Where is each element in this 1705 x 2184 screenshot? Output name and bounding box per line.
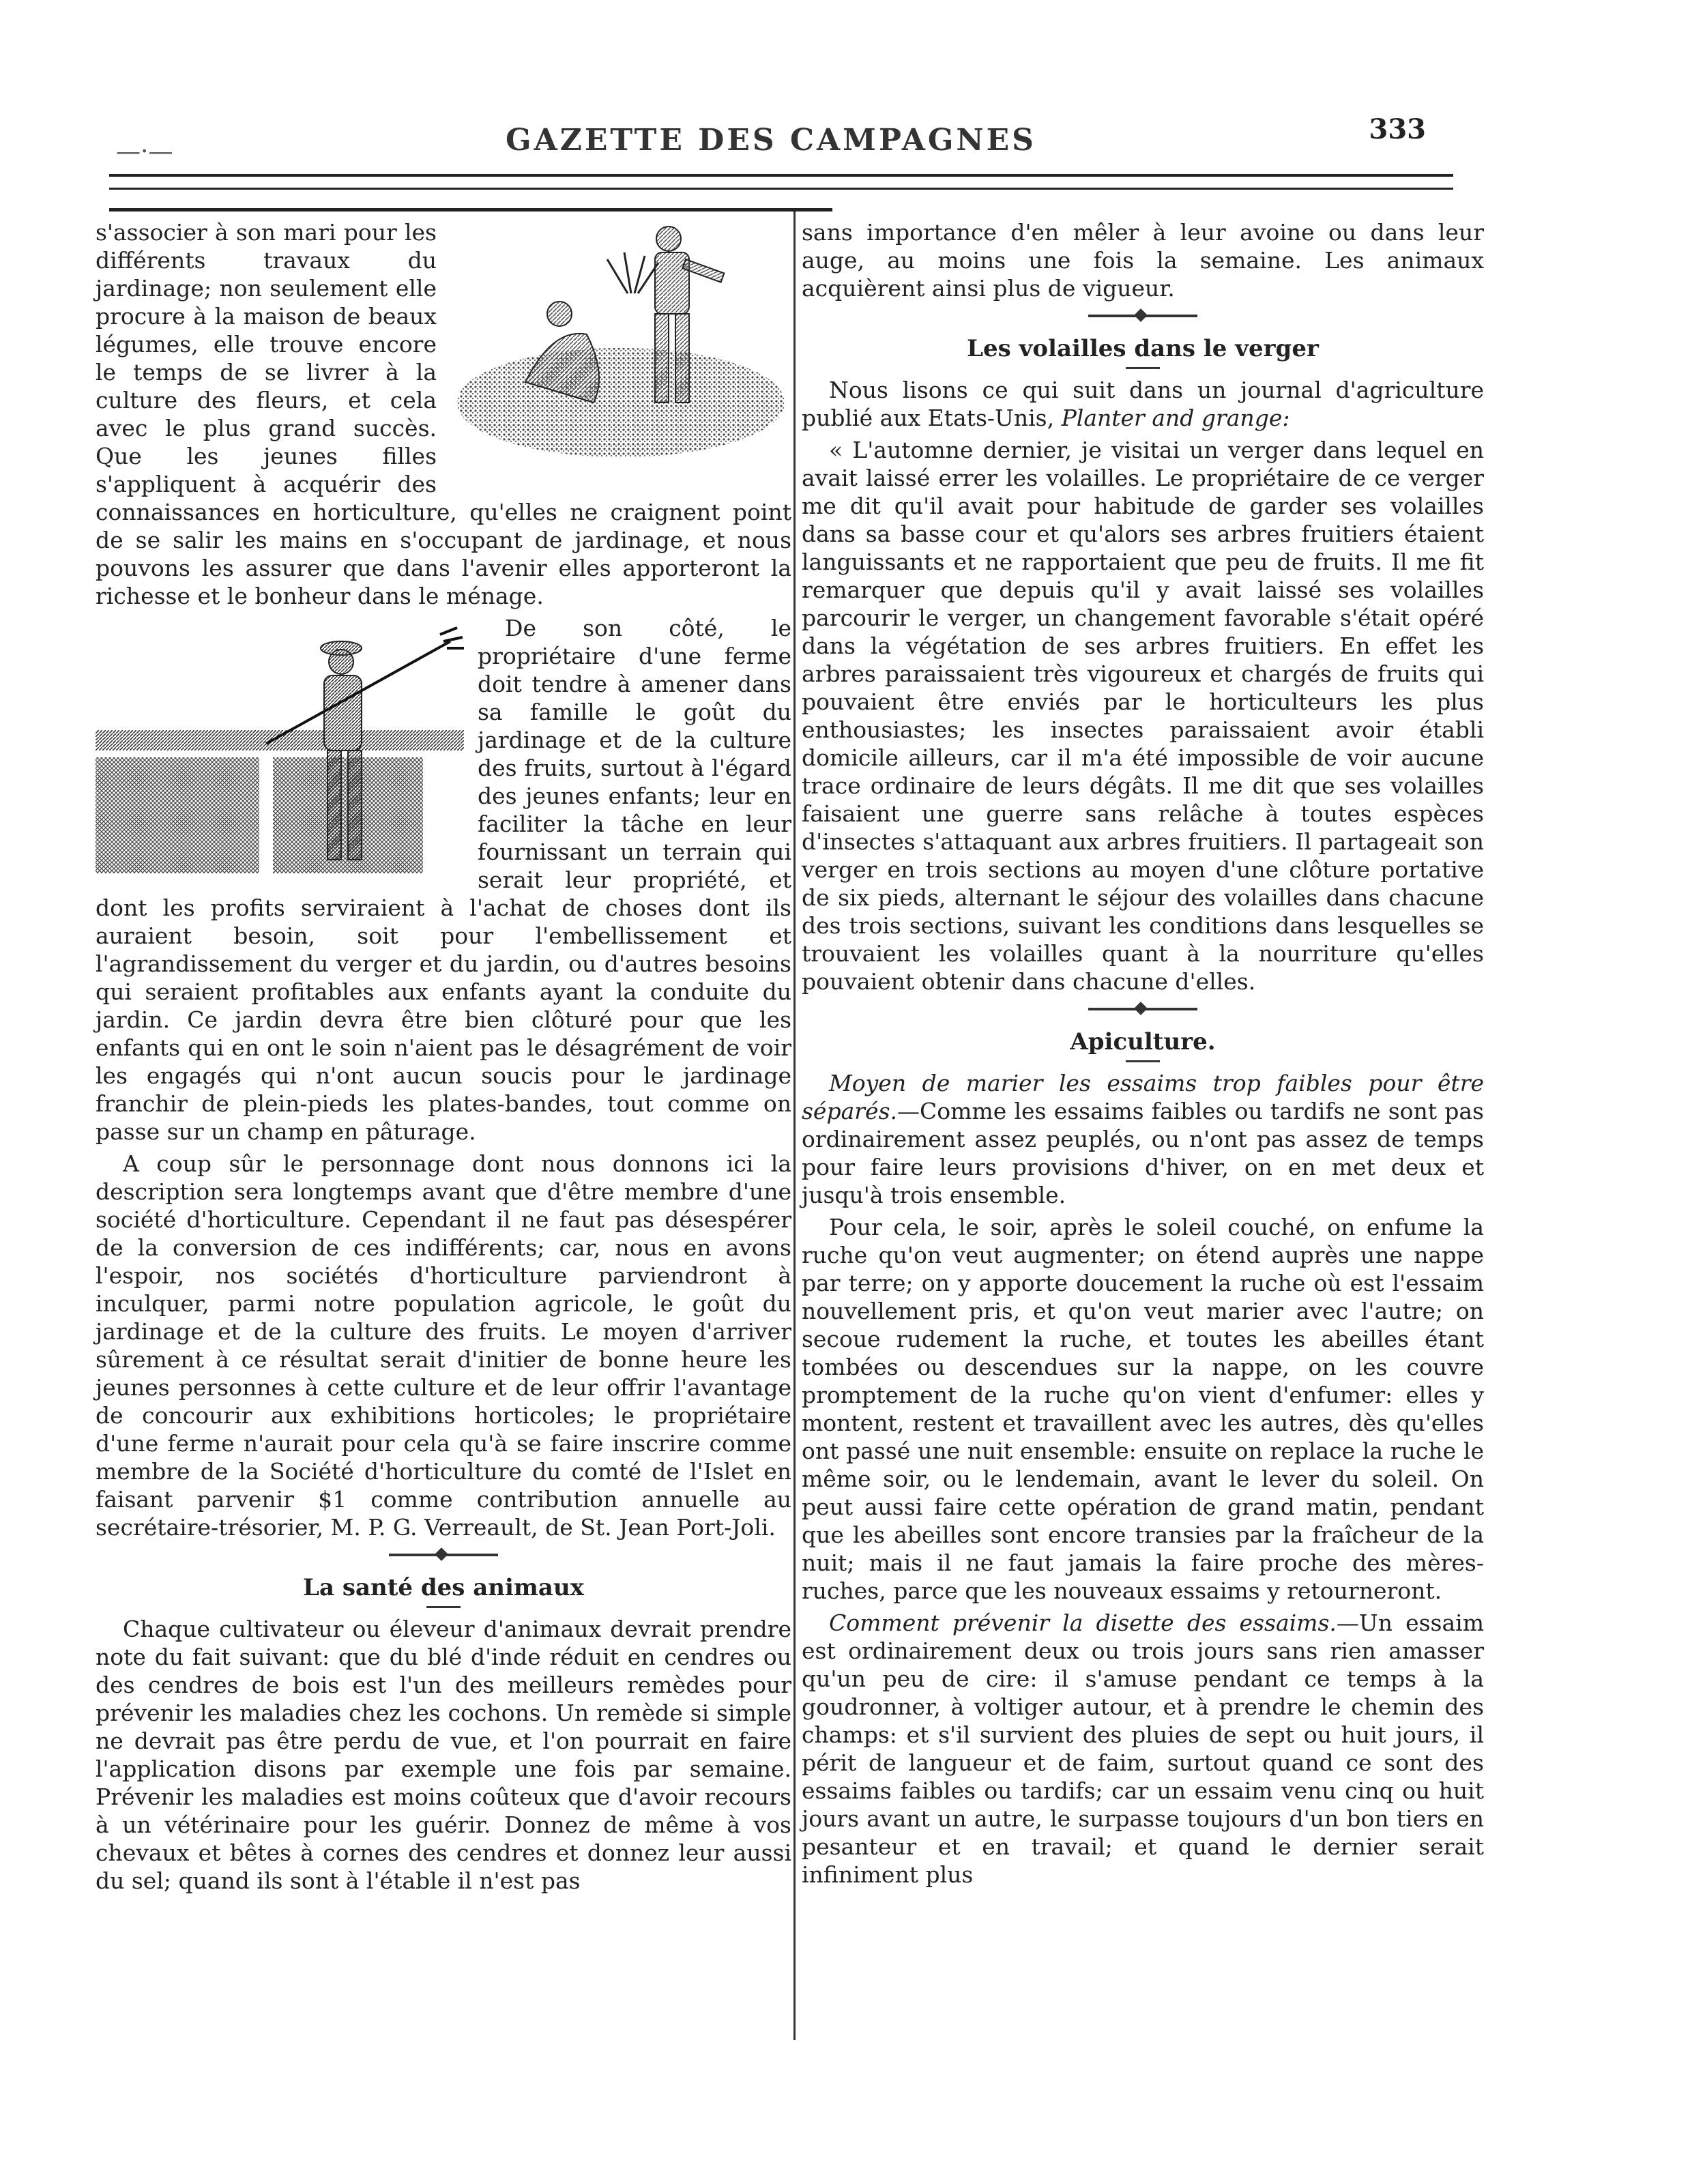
intro-text: Nous lisons ce qui suit dans un journal d'agriculture publié aux Etats-Unis, [802, 377, 1484, 431]
right-column [802, 218, 1484, 1893]
section-divider [1088, 315, 1197, 317]
column-separator [793, 212, 796, 2040]
right-paragraph-5 [802, 1609, 1484, 1889]
publication-title: GAZETTE DES CAMPAGNES [506, 123, 1036, 158]
page-number: 333 [1369, 113, 1426, 145]
header-rule [109, 174, 1453, 177]
title-dash [1126, 1060, 1160, 1062]
masthead [102, 113, 1440, 166]
left-paragraph-4: Chaque cultivateur ou éleveur d'animaux devrait prendre note du fait suivant: que du blé d'inde réduit en cendres ou des cendres de bois est l'un des meilleurs remèdes pour prévenir les maladies chez les cochons. Un remède si simple ne devrait pas être perdu de vue, et l'on pourrait en faire l'application disons par exemple une fois par semaine. Prévenir les maladies est moins coûteux que d'avoir recours à un vétérinaire pour les guérir. Donnez de même à vos chevaux et bêtes à cornes des cendres et donnez leur aussi du sel; quand ils sont à l'étable il n'est pas [96, 1616, 791, 1894]
left-paragraph-2: De son côté, le propriétaire d'une ferme doit tendre à amener dans sa famille le goût du jardinage et de la culture des fruits, surtout à l'égard des jeunes enfants; leur en faciliter la tâche en leur fournissant un terrain qui serait leur propriété, et dont les profits serviraient à l'achat de choses dont ils auraient besoin, soit pour l'embellissement et l'agrandissement du verger et du jardin, ou d'autres besoins qui seraient profitables aux enfants ayant la conduite du jardin. Ce jardin devra être bien clôturé pour que les enfants qui en ont le soin n'aient pas le désagrément de voir les engagés qui n'ont aucun soucis pour le jardinage franchir de plein-pieds les plates-bandes, tout comme on passe sur un champ en pâturage. [96, 615, 791, 1145]
right-paragraph-1 [802, 376, 1484, 432]
subhead-disette-essaims: Comment prévenir la disette des essaims. [829, 1610, 1337, 1636]
right-paragraph-3 [802, 1069, 1484, 1209]
section-divider [1088, 1008, 1197, 1010]
farmhand-fork-illustration [96, 621, 464, 880]
subhead-marier-essaims: Moyen de marier les essaims trop faibles pour être séparés. [802, 1070, 1484, 1124]
title-dash [426, 1606, 461, 1608]
section-title-sante-animaux: La santé des animaux [303, 1574, 584, 1601]
section-title-volailles: Les volailles dans le verger [967, 335, 1319, 362]
left-paragraph-1: s'associer à son mari pour les différents travaux du jardinage; non seulement elle procure à la maison de beaux légumes, elle trouve encore le temps de se livrer à la culture des fleurs, et cela avec le plus grand succès. Que les jeunes filles s'appliquent à acquérir des connaissances en horticulture, qu'elles ne craignent point de se salir les mains en s'occupant de jardinage, et nous pouvons les assurer que dans l'avenir elles apporteront la richesse et le bonheur dans le ménage. [96, 219, 791, 609]
body-text: —Comme les essaims faibles ou tardifs ne sont pas ordinairement assez peuplés, ou n'ont pas assez de temps pour faire leurs provisions d'hiver, on en met deux et jusqu'à trois ensemble. [802, 1098, 1484, 1208]
section-divider [389, 1554, 498, 1556]
left-paragraph-3: A coup sûr le personnage dont nous donnons ici la description sera longtemps avant que d'être membre d'une société d'horticulture. Cependant il ne faut pas désespérer de la conversion de ces indifférents; car, nous en avons l'espoir, nos sociétés d'horticulture parviendront à inculquer, parmi notre population agricole, le goût du jardinage et de la culture des fruits. Le moyen d'arriver sûrement à ce résultat serait d'initier de bonne heure les jeunes personnes à cette culture et de leur offrir l'avantage de concourir aux exhibitions horticoles; le propriétaire d'une ferme n'aurait pour cela qu'à se faire inscrire comme membre de la Société d'horticulture du comté de l'Islet en faisant parvenir $1 comme contribution annuelle au secrétaire-trésorier, M. P. G. Verreault, de St. Jean Port-Joli. [96, 1150, 791, 1541]
source-journal: Planter and grange: [1061, 405, 1290, 431]
section-title-apiculture: Apiculture. [1070, 1028, 1216, 1055]
body-text: —Un essaim est ordinairement deux ou trois jours sans rien amasser qu'un peu de cire: il s'amuse pendant ce temps à la goudronner, à voltiger autour, et à prendre le chemin des champs: et s'il survient des pluies de sept ou huit jours, il périt de langueur et de faim, surtout quand ce sont des essaims faibles ou tardifs; car un essaim venu cinq ou huit jours avant un autre, le surpasse toujours d'un bon tiers en pesanteur et en travail; et quand le dernier serait infiniment plus [802, 1610, 1484, 1888]
column-top-rule [109, 208, 832, 212]
right-paragraph-2: « L'automne dernier, je visitai un verger dans lequel en avait laissé errer les volailles. Le propriétaire de ce verger me dit qu'il avait pour habitude de garder ses volailles dans sa basse cour et qu'alors ses arbres fruitiers étaient languissants et ne rapportaient que peu de fruits. Il me fit remarquer que depuis qu'il y avait laissé ses volailles parcourir le verger, un changement favorable s'était opéré dans la végétation de ses arbres fruitiers. En effet les arbres paraissaient très vigoureux et chargés de fruits qui pouvaient être enviés par le horticulteurs les plus enthousiastes; les insectes paraissaient avoir établi domicile ailleurs, car il m'a été impossible de voir aucune trace ordinaire de leurs dégâts. Il me dit que ses volailles faisaient une guerre sans relâche à toutes espèces d'insectes s'attaquant aux arbres fruitiers. Il partageait son verger en trois sections au moyen d'une clôture portative de six pieds, alternant le séjour des volailles dans chacune des trois sections, suivant les conditions dans lesquelles se trouvaient les volailles quant à la nourriture qu'elles pouvaient obtenir dans chacune d'elles. [802, 437, 1484, 995]
right-paragraph-0: sans importance d'en mêler à leur avoine ou dans leur auge, au moins une fois la semaine. Les animaux acquièrent ainsi plus de vigueur. [802, 219, 1484, 302]
header-rule-thin [109, 188, 1453, 190]
left-column [96, 218, 791, 1899]
gardening-couple-illustration [450, 218, 791, 464]
right-paragraph-4: Pour cela, le soir, après le soleil couché, on enfume la ruche qu'on veut augmenter; on étend auprès une nappe par terre; on y apporte doucement la ruche où est l'essaim nouvellement pris, et qu'on veut marier avec l'autre; on secoue rudement la ruche, et toutes les abeilles étant tombées ou descendues sur la nappe, on les couvre promptement de la ruche qu'on vient d'enfumer: elles y montent, restent et travaillent avec les autres, dès qu'elles ont passé une nuit ensemble: ensuite on replace la ruche le même soir, ou le lendemain, avant le lever du soleil. On peut aussi faire cette opération de grand matin, pendant que les abeilles sont encore transies par la fraîcheur de la nuit; mais il ne faut jamais la faire proche des mères-ruches, parce que les nouveaux essaims y retourneront. [802, 1214, 1484, 1604]
title-dash [1126, 367, 1160, 369]
masthead-dash: —·— [116, 138, 173, 166]
